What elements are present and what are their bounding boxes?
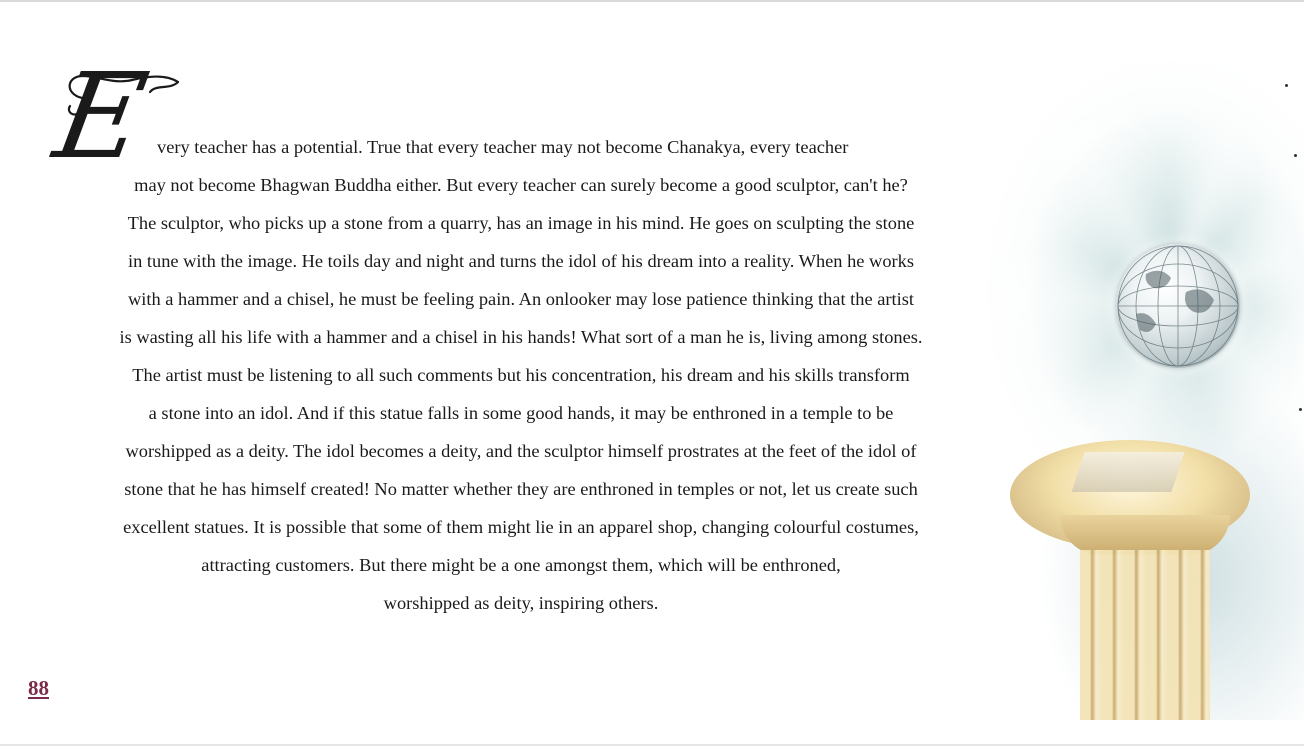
pillar-shaft	[1080, 550, 1210, 720]
article-body	[30, 128, 1012, 622]
text-line: attracting customers. But there might be a one amongst them, which will be enthroned,	[201, 555, 841, 575]
text-line: may not become Bhagwan Buddha either. But every teacher can surely become a good sculptor, can't he?	[134, 175, 908, 195]
pillar-capital	[1060, 515, 1230, 555]
text-line: excellent statues. It is possible that some of them might lie in an apparel shop, changing colourful costumes,	[123, 517, 919, 537]
top-rule	[0, 0, 1304, 2]
text-line: in tune with the image. He toils day and night and turns the idol of his dream into a reality. When he works	[127, 251, 915, 271]
text-line: The artist must be listening to all such comments but his concentration, his dream and his skills transform	[132, 365, 910, 385]
drop-cap: E	[45, 47, 157, 185]
text-line: worshipped as deity, inspiring others.	[383, 593, 659, 613]
speck	[1299, 408, 1302, 411]
bottom-rule	[0, 744, 1304, 746]
text-line: with a hammer and a chisel, he must be feeling pain. An onlooker may lose patience thinking that the artist	[128, 289, 914, 309]
text-line: a stone into an idol. And if this statue falls in some good hands, it may be enthroned in a temple to be	[148, 403, 894, 423]
speck	[1285, 84, 1288, 87]
temple-icon	[1072, 452, 1185, 492]
globe-icon	[1116, 244, 1240, 368]
text-line: is wasting all his life with a hammer and a chisel in his hands! What sort of a man he is, living among stones.	[119, 327, 923, 347]
text-line: The sculptor, who picks up a stone from a quarry, has an image in his mind. He goes on sculpting the stone	[127, 213, 915, 233]
text-line: stone that he has himself created! No matter whether they are enthroned in temples or not, let us create such	[124, 479, 918, 499]
speck	[1294, 154, 1297, 157]
page-number: 88	[28, 676, 49, 700]
text-line: very teacher has a potential. True that every teacher may not become Chanakya, every teacher	[157, 137, 849, 157]
text-line: worshipped as a deity. The idol becomes a deity, and the sculptor himself prostrates at the feet of the idol of	[125, 441, 917, 461]
